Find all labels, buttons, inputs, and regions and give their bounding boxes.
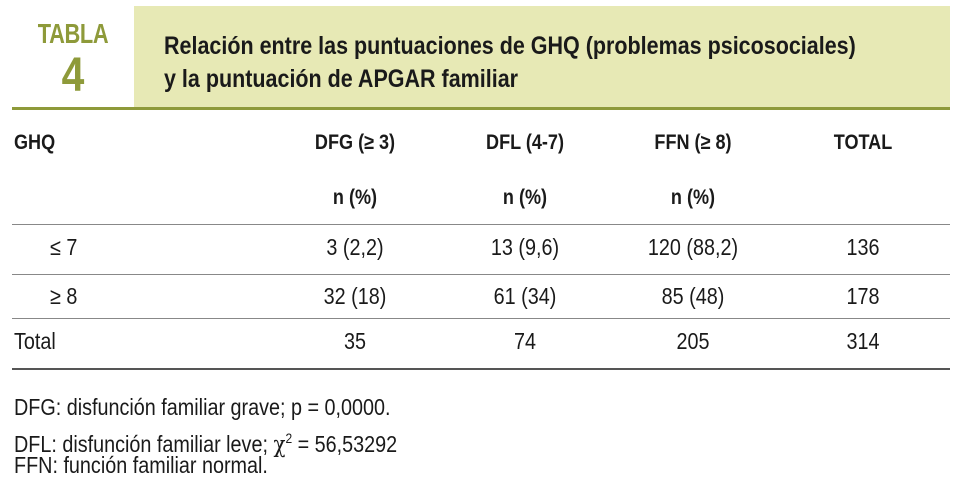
header-rule	[12, 224, 950, 225]
row-2-ffn: 85 (48)	[661, 283, 725, 309]
row-2-dfg: 32 (18)	[323, 283, 387, 309]
totals-dfl: 74	[513, 328, 537, 354]
table-title-line-1: Relación entre las puntuaciones de GHQ (problemas psicosociales)	[164, 32, 856, 60]
row-1-total: 136	[846, 234, 880, 260]
column-header-total: TOTAL	[833, 131, 893, 154]
footnote-chi-symbol: χ	[273, 432, 286, 458]
totals-total: 314	[846, 328, 880, 354]
header-divider	[12, 107, 950, 110]
footnote-dfg: DFG: disfunción familiar grave; p = 0,0000.	[14, 394, 391, 420]
row-rule	[12, 318, 950, 319]
row-1-dfl: 13 (9,6)	[490, 234, 560, 260]
column-header-ffn: FFN (≥ 8)	[654, 131, 732, 154]
footnote-dfl-text: DFL: disfunción familiar leve;	[14, 431, 274, 457]
column-header-ghq: GHQ	[14, 131, 56, 154]
footnote-chi-value: = 56,53292	[292, 431, 398, 457]
row-rule	[12, 274, 950, 275]
row-1-ffn: 120 (88,2)	[647, 234, 739, 260]
column-header-dfl: DFL (4-7)	[486, 131, 564, 154]
footnote-ffn: FFN: función familiar normal.	[14, 452, 268, 478]
subheader-ffn: n (%)	[670, 186, 716, 209]
totals-label: Total	[14, 328, 56, 354]
column-header-dfg: DFG (≥ 3)	[314, 131, 396, 154]
row-2-total: 178	[846, 283, 880, 309]
table-label-word: TABLA	[37, 18, 109, 49]
table-number: 4	[61, 49, 85, 102]
totals-ffn: 205	[676, 328, 710, 354]
subheader-dfg: n (%)	[332, 186, 378, 209]
table-title	[164, 30, 904, 96]
row-2-ghq: ≥ 8	[50, 283, 78, 309]
row-2-dfl: 61 (34)	[493, 283, 557, 309]
totals-dfg: 35	[343, 328, 367, 354]
table-bottom-rule	[12, 368, 950, 370]
subheader-dfl: n (%)	[502, 186, 548, 209]
row-1-dfg: 3 (2,2)	[326, 234, 384, 260]
table-title-line-2: y la puntuación de APGAR familiar	[164, 65, 519, 93]
table-label	[12, 6, 134, 108]
row-1-ghq: ≤ 7	[50, 234, 78, 260]
footnote-chi-exponent: 2	[285, 430, 293, 446]
